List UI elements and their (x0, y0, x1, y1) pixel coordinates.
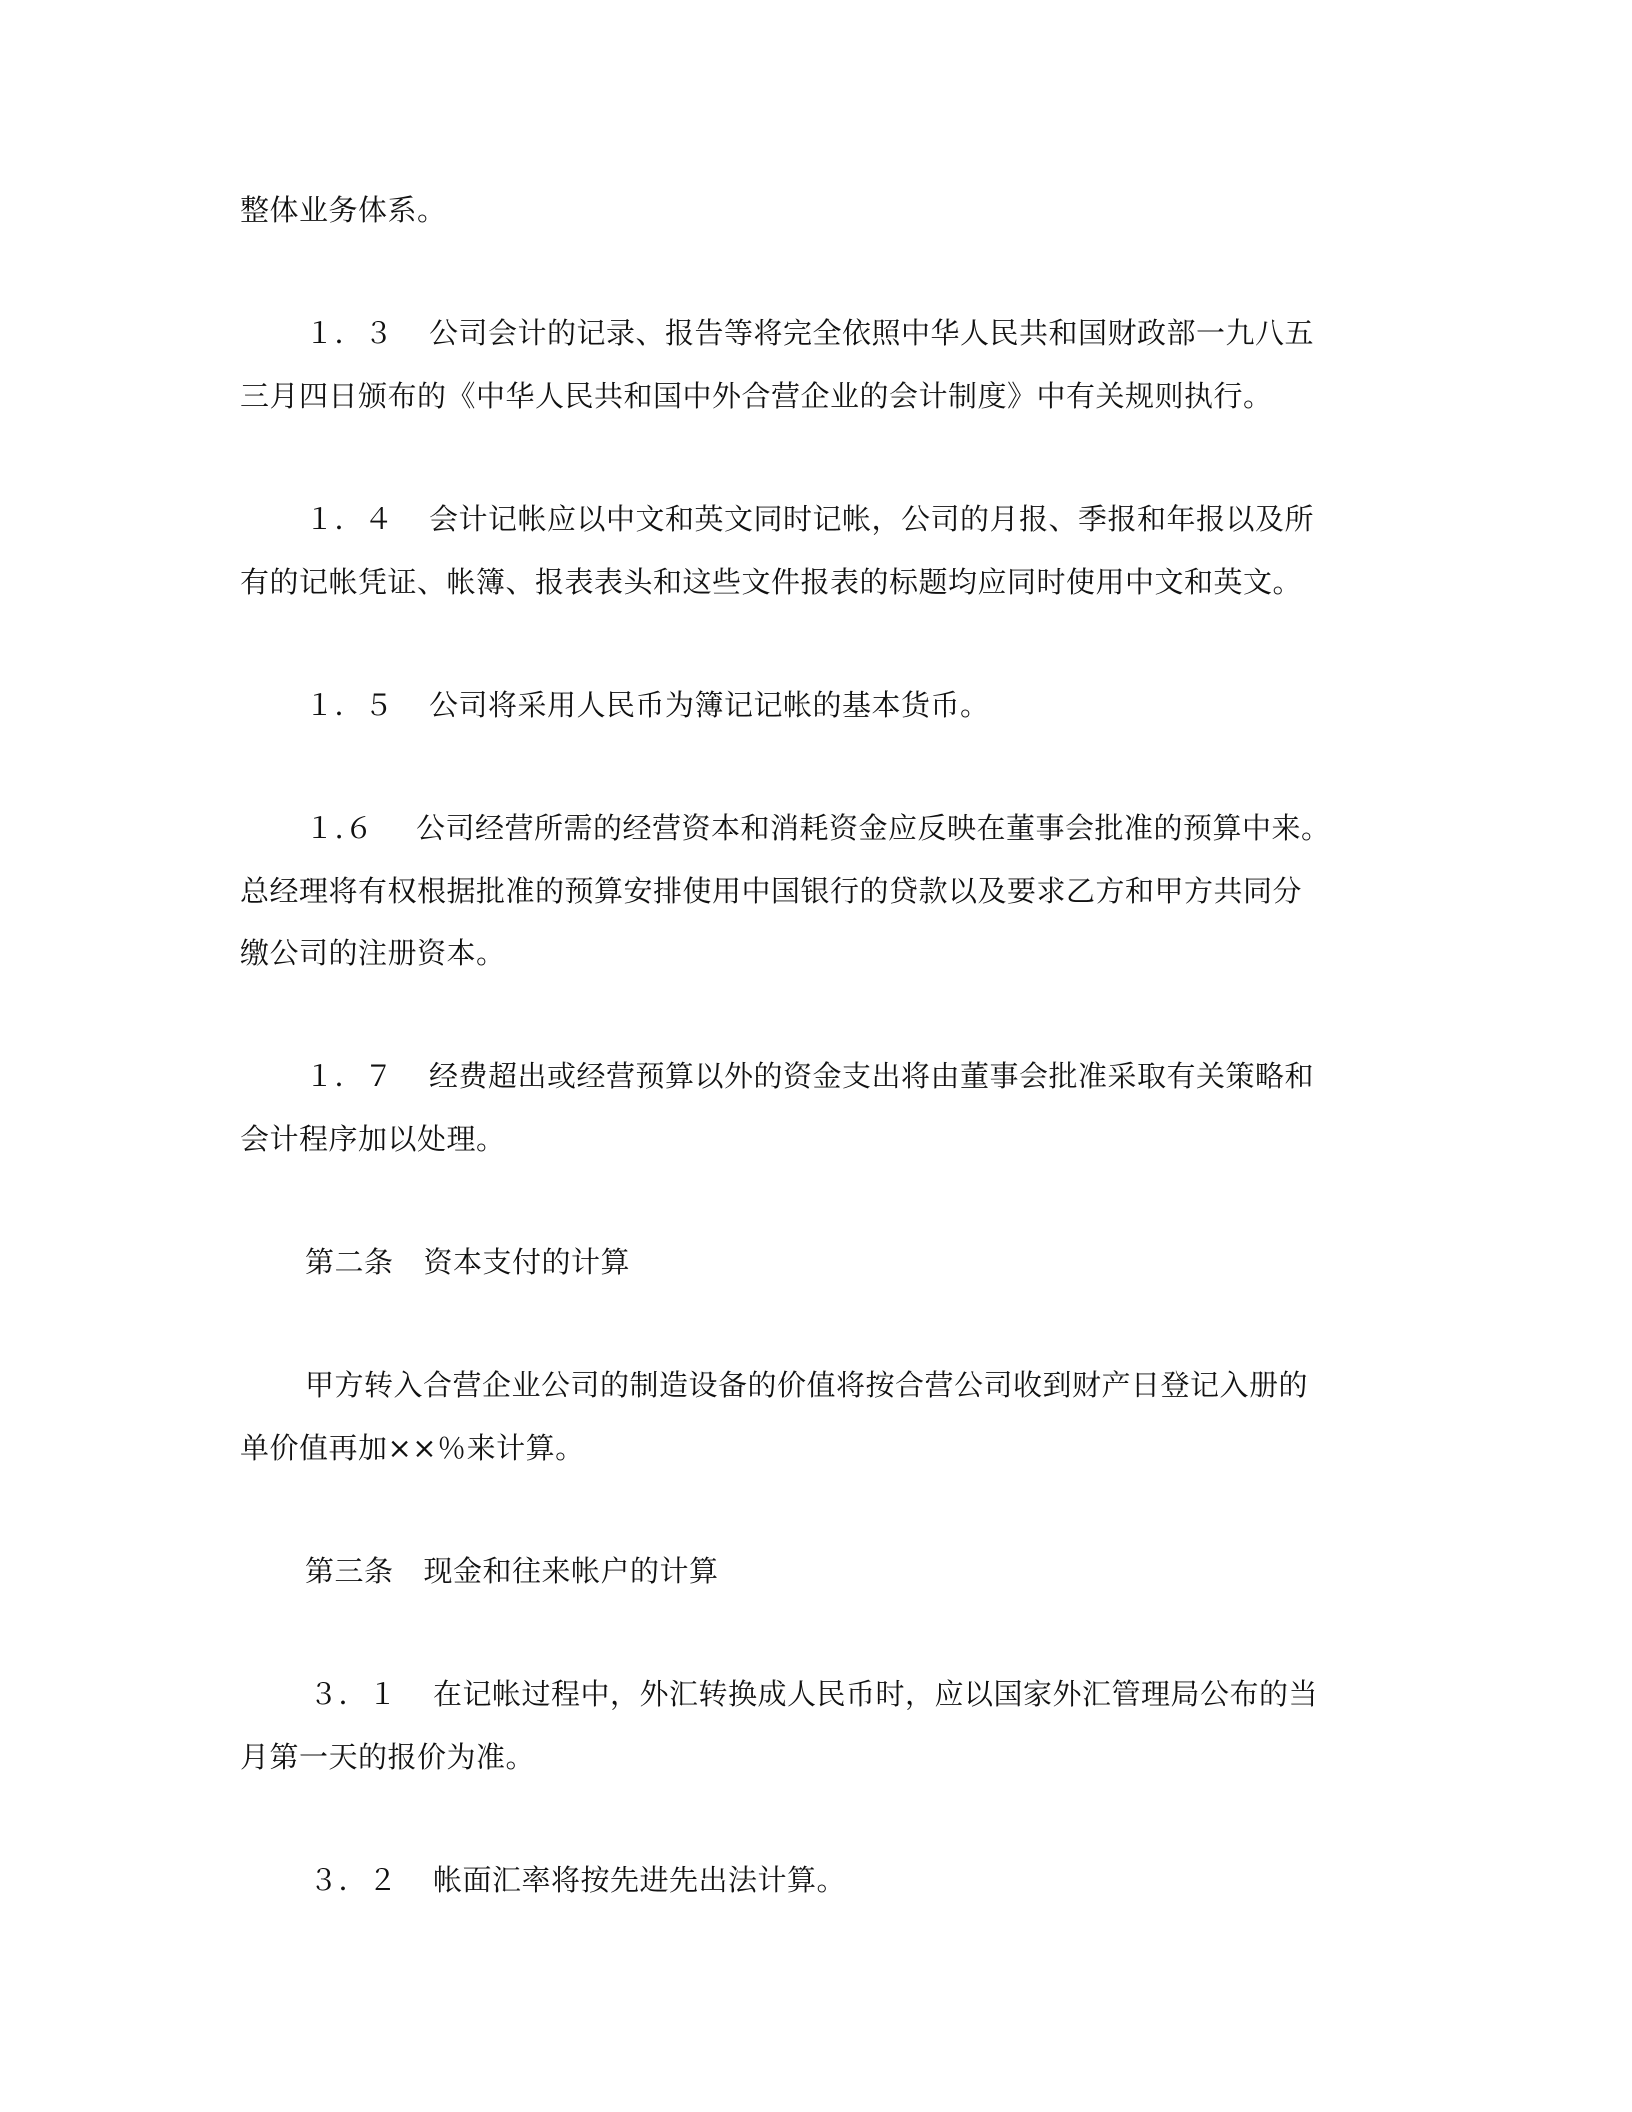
clause-text: 会计记帐应以中文和英文同时记帐，公司的月报、季报和年报以及所 (429, 502, 1315, 536)
clause-number: １．７ (305, 1059, 394, 1093)
clause-text: 月第一天的报价为准。 (240, 1740, 536, 1774)
clause-text: 公司会计的记录、报告等将完全依照中华人民共和国财政部一九八五 (429, 316, 1315, 350)
article-number: 第二条 (305, 1245, 394, 1279)
clause-text: 总经理将有权根据批准的预算安排使用中国银行的贷款以及要求乙方和甲方共同分 (240, 874, 1303, 908)
article-number: 第三条 (305, 1554, 394, 1588)
article-2-paragraph-line-2 (240, 1428, 585, 1468)
clause-1-3-line-2 (240, 376, 1273, 416)
clause-text: 公司将采用人民币为簿记记帐的基本货币。 (429, 688, 990, 722)
article-3-heading (305, 1551, 719, 1591)
text-line (240, 190, 447, 230)
clause-1-4-line-2 (240, 562, 1302, 602)
clause-number: ３．２ (309, 1863, 398, 1897)
paragraph-text: 整体业务体系。 (240, 193, 447, 227)
clause-1-6-line-2 (240, 871, 1302, 911)
clause-3-2-line-1 (309, 1860, 846, 1900)
clause-number: １．４ (305, 502, 394, 536)
clause-1-7-line-1 (305, 1056, 1314, 1096)
article-title: 现金和往来帐户的计算 (423, 1554, 719, 1588)
clause-1-6-line-1 (305, 808, 1331, 848)
paragraph-text: 单价值再加××％来计算。 (240, 1431, 585, 1465)
clause-text: 有的记帐凭证、帐簿、报表表头和这些文件报表的标题均应同时使用中文和英文。 (240, 565, 1303, 599)
clause-text: 三月四日颁布的《中华人民共和国中外合营企业的会计制度》中有关规则执行。 (240, 379, 1273, 413)
clause-3-1-line-2 (240, 1737, 535, 1777)
clause-text: 缴公司的注册资本。 (240, 936, 506, 970)
clause-text: 帐面汇率将按先进先出法计算。 (433, 1863, 847, 1897)
clause-text: 会计程序加以处理。 (240, 1122, 506, 1156)
article-2-heading (305, 1242, 630, 1282)
clause-text: 经费超出或经营预算以外的资金支出将由董事会批准采取有关策略和 (429, 1059, 1315, 1093)
article-2-paragraph-line-1 (305, 1365, 1308, 1405)
article-title: 资本支付的计算 (423, 1245, 631, 1279)
clause-1-5-line-1 (305, 685, 990, 725)
paragraph-text: 甲方转入合营企业公司的制造设备的价值将按合营公司收到财产日登记入册的 (305, 1368, 1309, 1402)
clause-1-4-line-1 (305, 499, 1314, 539)
clause-number: １．５ (305, 688, 394, 722)
clause-1-7-line-2 (240, 1119, 506, 1159)
clause-number: １．３ (305, 316, 394, 350)
clause-text: 公司经营所需的经营资本和消耗资金应反映在董事会批准的预算中来。 (416, 811, 1331, 845)
clause-number: ３．１ (309, 1677, 398, 1711)
clause-1-3-line-1 (305, 313, 1314, 353)
clause-text: 在记帐过程中，外汇转换成人民币时，应以国家外汇管理局公布的当 (433, 1677, 1319, 1711)
clause-3-1-line-1 (309, 1674, 1318, 1714)
clause-number: １.６ (305, 811, 374, 845)
clause-1-6-line-3 (240, 933, 506, 973)
